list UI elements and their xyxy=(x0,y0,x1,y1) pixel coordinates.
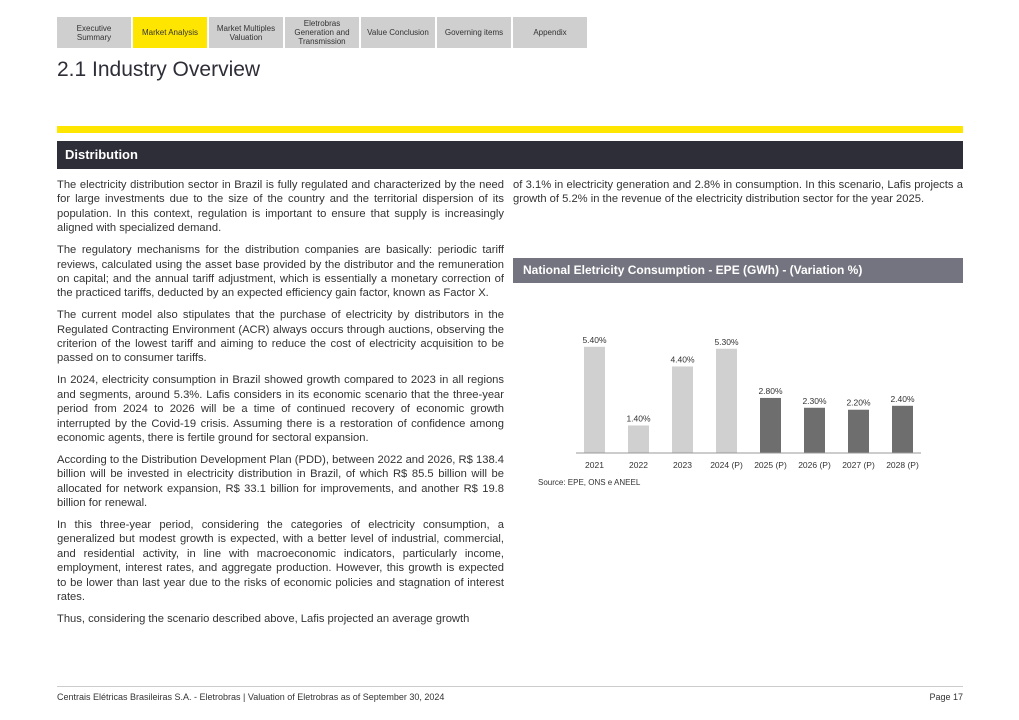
tab-appendix[interactable]: Appendix xyxy=(513,17,587,48)
navigation-tabs xyxy=(57,17,589,48)
paragraph: The current model also stipulates that the purchase of electricity by distributors in the Regulated Contracting Environment (ACR) always occurs through auctions, observing the criterion of the lowest tariff and aiming to reduce the cost of electricity acquisition to be passed on to consumer tariffs. xyxy=(57,309,504,365)
footer-company: Centrais Elétricas Brasileiras S.A. - Eletrobras | Valuation of Eletrobras as of September 30, 2024 xyxy=(57,692,445,702)
data-label: 2.30% xyxy=(802,395,827,406)
bar-2027-p xyxy=(848,410,869,453)
footer-divider xyxy=(57,686,963,687)
data-label: 4.40% xyxy=(670,354,695,365)
tab-market-multiples-valuation[interactable]: Market Multiples Valuation xyxy=(209,17,283,48)
data-label: 5.30% xyxy=(714,336,739,347)
tab-value-conclusion[interactable]: Value Conclusion xyxy=(361,17,435,48)
x-tick-label: 2021 xyxy=(585,460,604,470)
x-tick-label: 2025 (P) xyxy=(754,460,787,470)
paragraph: Thus, considering the scenario described above, Lafis projected an average growth xyxy=(57,612,470,625)
tab-governing-items[interactable]: Governing items xyxy=(437,17,511,48)
chart-source: Source: EPE, ONS e ANEEL xyxy=(538,478,641,487)
x-tick-label: 2027 (P) xyxy=(842,460,875,470)
x-tick-label: 2024 (P) xyxy=(710,460,743,470)
x-tick-label: 2026 (P) xyxy=(798,460,831,470)
paragraph: In this three-year period, considering the categories of electricity consumption, a generalized but modest growth is expected, with a better level of industrial, commercial, and residential activity, in line with macroeconomic indicators, particularly income, employment, interest rates, and aggregate production. However, this growth is expected to be lower than last year due to the risks of economic policies and stagnation of interest rates. xyxy=(57,519,504,604)
data-label: 1.40% xyxy=(626,413,651,424)
x-tick-label: 2028 (P) xyxy=(886,460,919,470)
paragraph: According to the Distribution Development Plan (PDD), between 2022 and 2026, R$ 138.4 billion will be invested in electricity distribution in Brazil, of which R$ 85.5 billion will be allocated for network expansion, R$ 33.1 billion for improvements, and another R$ 19.8 billion for renewal. xyxy=(57,453,504,510)
right-text-paragraph: of 3.1% in electricity generation and 2.8% in consumption. In this scenario, Lafis projects a growth of 5.2% in the revenue of the electricity distribution sector for the year 2025. xyxy=(513,179,963,206)
bar-2025-p xyxy=(760,398,781,453)
paragraph: The regulatory mechanisms for the distribution companies are basically: periodic tariff reviews, calculated using the asset base provided by the distributor and the remuneration on capital; and the annual tariff adjustment, which is essentially a monetary correction of the practiced tariffs, deducted by an expected efficiency gain factor, known as Factor X. xyxy=(57,244,504,300)
data-label: 2.20% xyxy=(846,397,871,408)
bar-2021 xyxy=(584,347,605,453)
chart-title: National Eletricity Consumption - EPE (GWh) - (Variation %) xyxy=(513,258,963,283)
left-text-column xyxy=(57,178,504,634)
data-label: 2.40% xyxy=(890,393,915,404)
bar-2026-p xyxy=(804,408,825,453)
page-title: 2.1 Industry Overview xyxy=(57,58,261,81)
x-tick-label: 2023 xyxy=(673,460,692,470)
x-tick-label: 2022 xyxy=(629,460,648,470)
bar-2024-p xyxy=(716,349,737,453)
section-header: Distribution xyxy=(57,141,963,169)
bar-2022 xyxy=(628,425,649,453)
tab-market-analysis[interactable]: Market Analysis xyxy=(133,17,207,48)
paragraph: In 2024, electricity consumption in Brazil showed growth compared to 2023 in all regions and segments, around 5.3%. Lafis considers in its economic scenario that the three-year period from 2024 to 2026 will be a time of continued recovery of economic growth interrupted by the Covid-19 crisis. Assuming there is a restoration of confidence among economic agents, there is fertile ground for sectoral expansion. xyxy=(57,374,504,444)
tab-executive-summary[interactable]: Executive Summary xyxy=(57,17,131,48)
page-number: Page 17 xyxy=(929,692,963,702)
accent-divider xyxy=(57,126,963,133)
bar-2028-p xyxy=(892,406,913,453)
data-label: 5.40% xyxy=(582,334,607,345)
tab-eletrobras-generation-transmission[interactable]: Eletrobras Generation and Transmission xyxy=(285,17,359,48)
bar-2023 xyxy=(672,366,693,453)
consumption-bar-chart xyxy=(513,290,963,490)
data-label: 2.80% xyxy=(758,385,783,396)
paragraph: The electricity distribution sector in Brazil is fully regulated and characterized by the need for large investments due to the size of the country and the territorial dispersion of its population. In this context, regulation is important to ensure that supply is increasingly aligned with specialized demand. xyxy=(57,179,504,235)
